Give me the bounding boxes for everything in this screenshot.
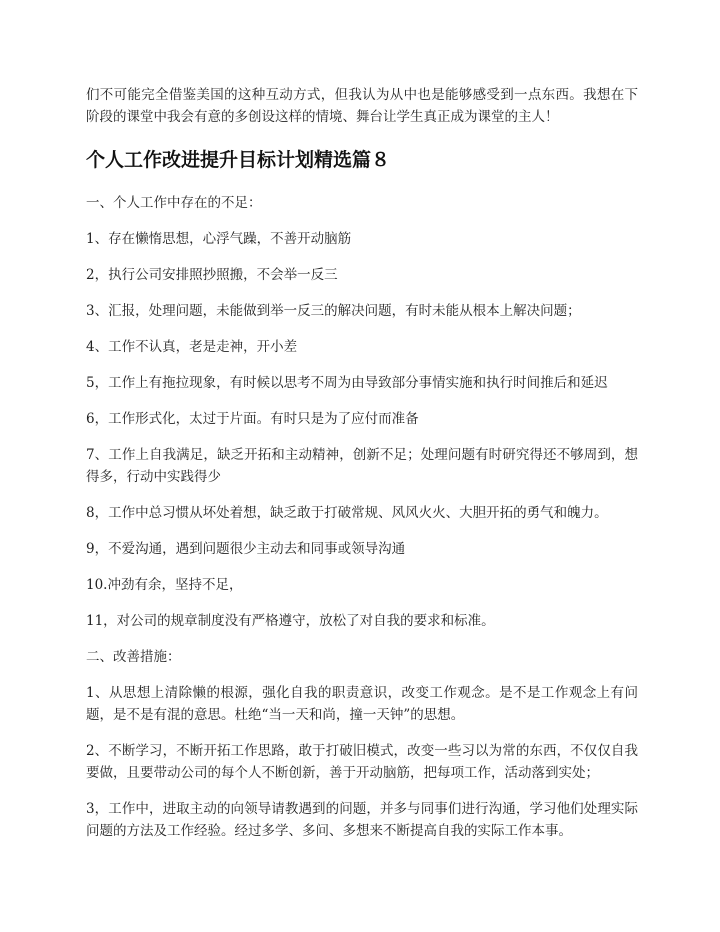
issue-item: 2，执行公司安排照抄照搬，不会举一反三 [86, 267, 338, 283]
issue-item: 9，不爱沟通，遇到问题很少主动去和同事或领导沟通 [86, 541, 406, 557]
issue-item: 7、工作上自我满足，缺乏开拓和主动精神，创新不足；处理问题有时研究得还不够周到，想得多，行动中实践得少 [86, 447, 638, 485]
issue-item: 5，工作上有拖拉现象，有时候以思考不周为由导致部分事情实施和执行时间推后和延迟 [86, 375, 608, 391]
issue-item: 8，工作中总习惯从坏处着想，缺乏敢于打破常规、风风火火、大胆开拓的勇气和魄力。 [86, 505, 608, 521]
issue-item: 3、汇报，处理问题，未能做到举一反三的解决问题，有时未能从根本上解决问题； [86, 303, 581, 319]
article-title: 个人工作改进提升目标计划精选篇８ [86, 149, 391, 171]
section2-heading: 二、改善措施： [86, 649, 181, 665]
measure-item: 3，工作中，进取主动的向领导请教遇到的问题，并多与同事们进行沟通，学习他们处理实际问题的方法及工作经验。经过多学、多问、多想来不断提高自我的实际工作本事。 [86, 801, 638, 839]
section1-heading: 一、个人工作中存在的不足： [86, 195, 262, 211]
issue-item: 6，工作形式化，太过于片面。有时只是为了应付而准备 [86, 411, 419, 427]
issue-item: 11，对公司的规章制度没有严格遵守，放松了对自我的要求和标准。 [86, 613, 495, 629]
issue-item: 4、工作不认真，老是走神，开小差 [86, 339, 298, 355]
document-page [86, 84, 638, 856]
issue-item: 10.冲劲有余，坚持不足， [86, 577, 243, 593]
issue-item: 1、存在懒惰思想，心浮气躁，不善开动脑筋 [86, 231, 352, 247]
intro-paragraph: 们不可能完全借鉴美国的这种互动方式，但我认为从中也是能够感受到一点东西。我想在下阶段的课堂中我会有意的多创设这样的情境、舞台让学生真正成为课堂的主人！ [86, 87, 638, 125]
measure-item: 1、从思想上清除懒的根源，强化自我的职责意识，改变工作观念。是不是工作观念上有问题，是不是有混的意思。杜绝“当一天和尚，撞一天钟”的思想。 [86, 685, 638, 723]
measure-item: 2、不断学习，不断开拓工作思路，敢于打破旧模式，改变一些习以为常的东西，不仅仅自我要做，且要带动公司的每个人不断创新，善于开动脑筋，把每项工作，活动落到实处； [86, 743, 638, 781]
